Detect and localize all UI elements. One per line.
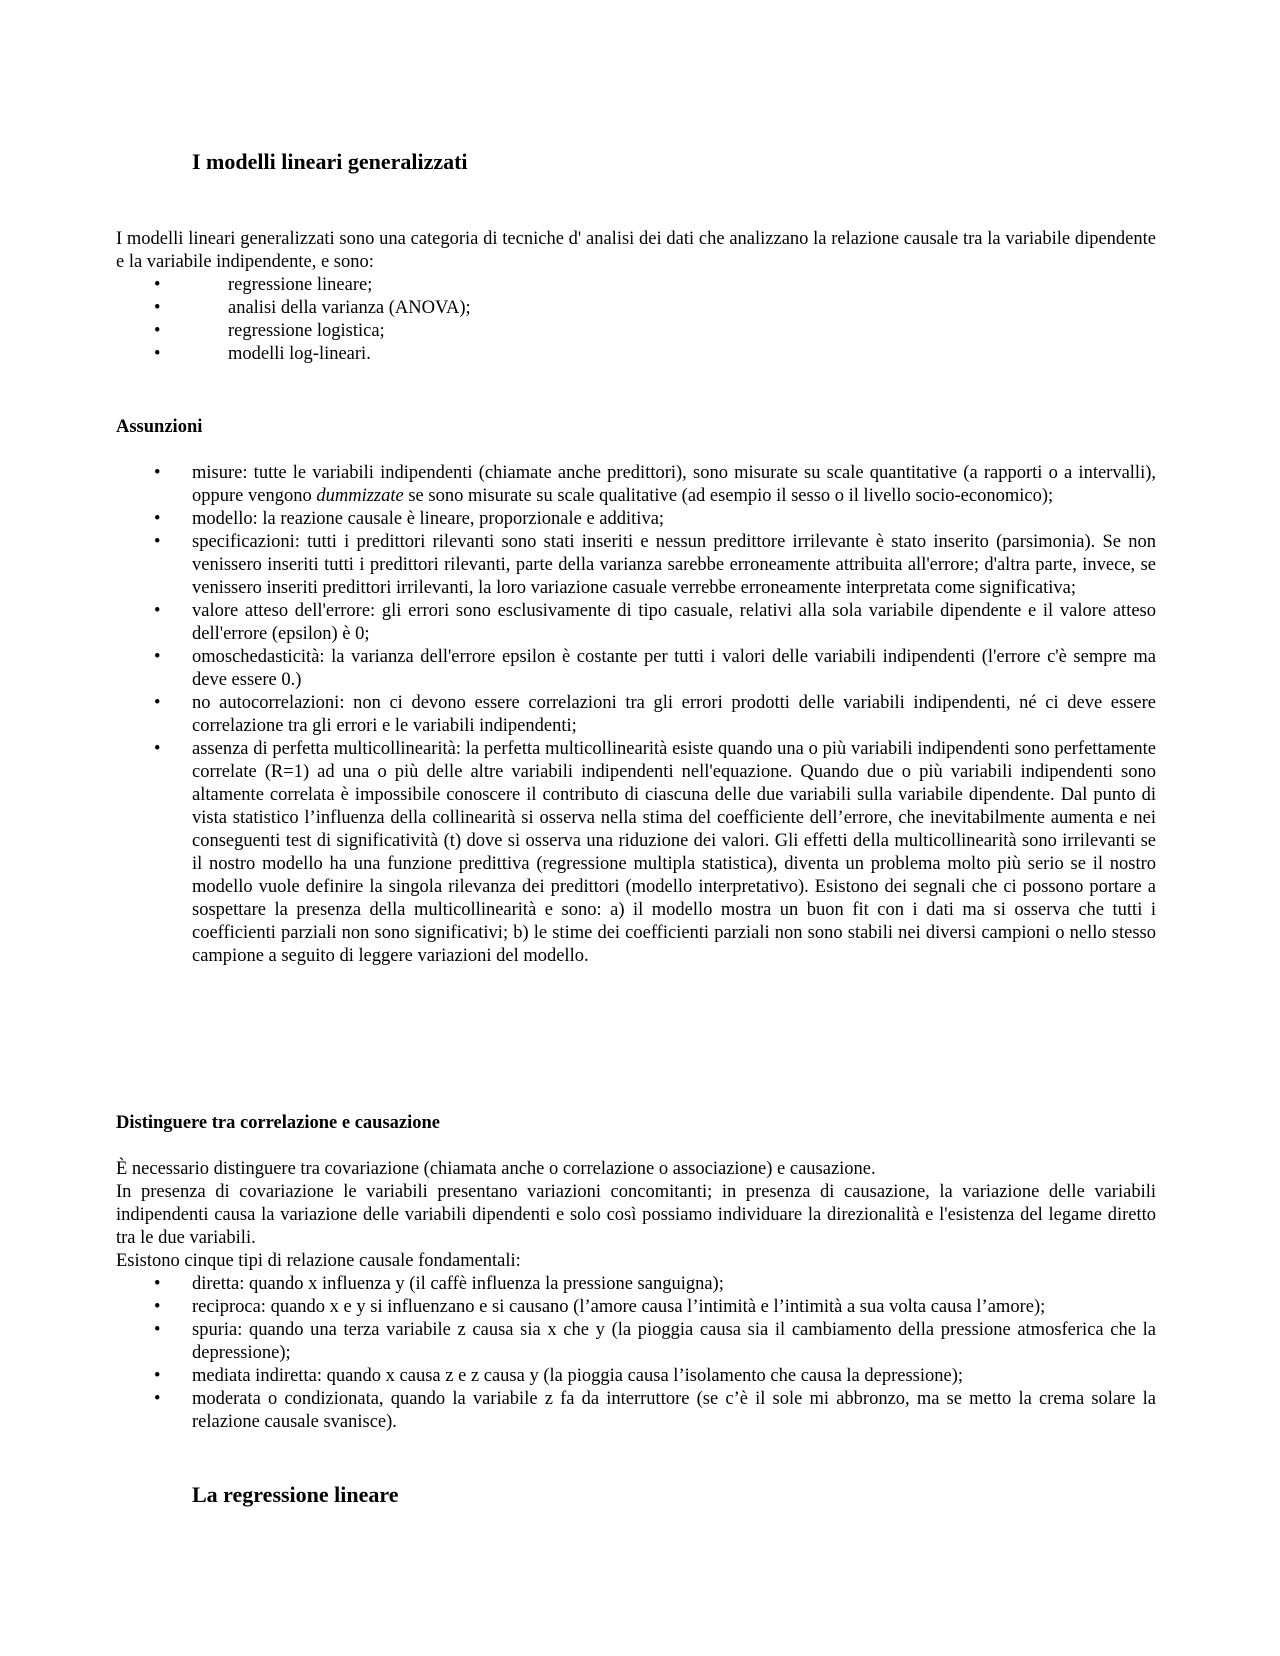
- section-title: La regressione lineare: [192, 1482, 399, 1507]
- list-item: • modello: la reazione causale è lineare, proporzionale e additiva;: [154, 509, 665, 529]
- list-item: • mediata indiretta: quando x causa z e z causa y (la pioggia causa l’isolamento che causa la depressione);: [154, 1366, 964, 1386]
- bullet-icon: •: [154, 601, 161, 621]
- list-item: • moderata o condizionata, quando la variabile z fa da interruttore (se c’è il sole mi abbronzo, ma se metto la crema solare la relazione causale svanisce).: [154, 1389, 1156, 1432]
- causation-section: [116, 1158, 1156, 1434]
- list-item: • valore atteso dell'errore: gli errori sono esclusivamente di tipo casuale, relativi alla sola variabile dipendente e il valore atteso dell'errore (epsilon) è 0;: [154, 601, 1156, 644]
- bullet-icon: •: [154, 647, 161, 667]
- bullet-icon: •: [154, 275, 161, 295]
- intro-section: [116, 228, 1156, 366]
- page-title: I modelli lineari generalizzati: [192, 149, 468, 174]
- bullet-icon: •: [154, 739, 161, 759]
- emphasis-text: dummizzate: [316, 486, 404, 506]
- list-item: • assenza di perfetta multicollinearità: la perfetta multicollinearità esiste quando una o più variabili indipendenti sono perfettamente correlate (R=1) ad una o più delle altre variabili indipendenti nell'equazione. Quando due o più variabili indipendenti sono altamente correlata è impossibile conoscere il contributo di ciascuna delle due variabili sulla variabile dipendente. Dal punto di vista statistico l’influenza della collinearità si osserva nella stima del coefficiente dell’errore, che inevitabilmente aumenta e nei conseguenti test di significatività (t) dove si osserva una riduzione dei valori. Gli effetti della multicollinearità sono irrilevanti se il nostro modello ha una funzione predittiva (regressione multipla statistica), diventa un problema molto più serio se il nostro modello vuole definire la singola rilevanza dei predittori (modello interpretativo). Esistono dei segnali che ci possono portare a sospettare la presenza della multicollinearità e sono: a) il modello mostra un buon fit con i dati ma si osserva che tutti i coefficienti parziali non sono significativi; b) le stime dei coefficienti parziali non sono stabili nei diversi campioni o nello stesso campione a seguito di leggere variazioni del modello.: [154, 739, 1156, 966]
- causation-paragraph: Esistono cinque tipi di relazione causale fondamentali:: [116, 1251, 521, 1271]
- bullet-icon: •: [154, 1366, 161, 1386]
- list-item: • regressione logistica;: [154, 321, 385, 341]
- list-item: • modelli log-lineari.: [154, 344, 371, 364]
- bullet-icon: •: [154, 509, 161, 529]
- causal-types-list: [116, 1273, 1156, 1434]
- causation-paragraph: In presenza di covariazione le variabili presentano variazioni concomitanti; in presenza di causazione, la variazione delle variabili indipendenti causa la variazione delle variabili dipendenti e solo così possiamo individuare la direzionalità e l'esistenza del legame diretto tra le due variabili.: [116, 1182, 1156, 1248]
- list-item: • spuria: quando una terza variabile z causa sia x che y (la pioggia causa sia il cambiamento della pressione atmosferica che la depressione);: [154, 1320, 1156, 1363]
- bullet-icon: •: [154, 1320, 161, 1340]
- assumptions-list: [116, 462, 1156, 968]
- bullet-icon: •: [154, 1297, 161, 1317]
- list-item: • reciproca: quando x e y si influenzano e si causano (l’amore causa l’intimità e l’intimità a sua volta causa l’amore);: [154, 1297, 1046, 1317]
- causation-paragraph: È necessario distinguere tra covariazione (chiamata anche o correlazione o associazione) e causazione.: [116, 1159, 876, 1179]
- list-item: • omoschedasticità: la varianza dell'errore epsilon è costante per tutti i valori delle variabili indipendenti (l'errore c'è sempre ma deve essere 0.): [154, 647, 1156, 690]
- list-item: • no autocorrelazioni: non ci devono essere correlazioni tra gli errori prodotti delle variabili indipendenti, né ci deve essere correlazione tra gli errori e le variabili indipendenti;: [154, 693, 1156, 736]
- assumptions-section: [116, 462, 1156, 968]
- causation-heading: Distinguere tra correlazione e causazione: [116, 1113, 441, 1133]
- bullet-icon: •: [154, 1274, 161, 1294]
- bullet-icon: •: [154, 693, 161, 713]
- bullet-icon: •: [154, 321, 161, 341]
- bullet-icon: •: [154, 532, 161, 552]
- list-item: • specificazioni: tutti i predittori rilevanti sono stati inseriti e nessun predittore irrilevante è stato inserito (parsimonia). Se non venissero inseriti tutti i predittori rilevanti, parte della varianza sarebbe erroneamente attribuita all'errore; d'altra parte, invece, se venissero inseriti predittori irrilevanti, la loro variazione casuale verrebbe erroneamente interpretata come significativa;: [154, 532, 1156, 598]
- bullet-icon: •: [154, 344, 161, 364]
- bullet-icon: •: [154, 463, 161, 483]
- list-item: • regressione lineare;: [154, 275, 373, 295]
- list-item: • analisi della varianza (ANOVA);: [154, 298, 471, 318]
- list-item: • diretta: quando x influenza y (il caffè influenza la pressione sanguigna);: [154, 1274, 724, 1294]
- list-item: • misure: tutte le variabili indipendenti (chiamate anche predittori), sono misurate su scale quantitative (a rapporti o a intervalli), oppure vengono dummizzate se sono misurate su scale qualitative (ad esempio il sesso o il livello socio-economico);: [154, 463, 1156, 506]
- bullet-icon: •: [154, 298, 161, 318]
- assumptions-heading: Assunzioni: [116, 417, 203, 437]
- bullet-icon: •: [154, 1389, 161, 1409]
- intro-paragraph: I modelli lineari generalizzati sono una categoria di tecniche d' analisi dei dati che analizzano la relazione causale tra la variabile dipendente e la variabile indipendente, e sono:: [116, 229, 1156, 272]
- model-list: [116, 274, 1156, 366]
